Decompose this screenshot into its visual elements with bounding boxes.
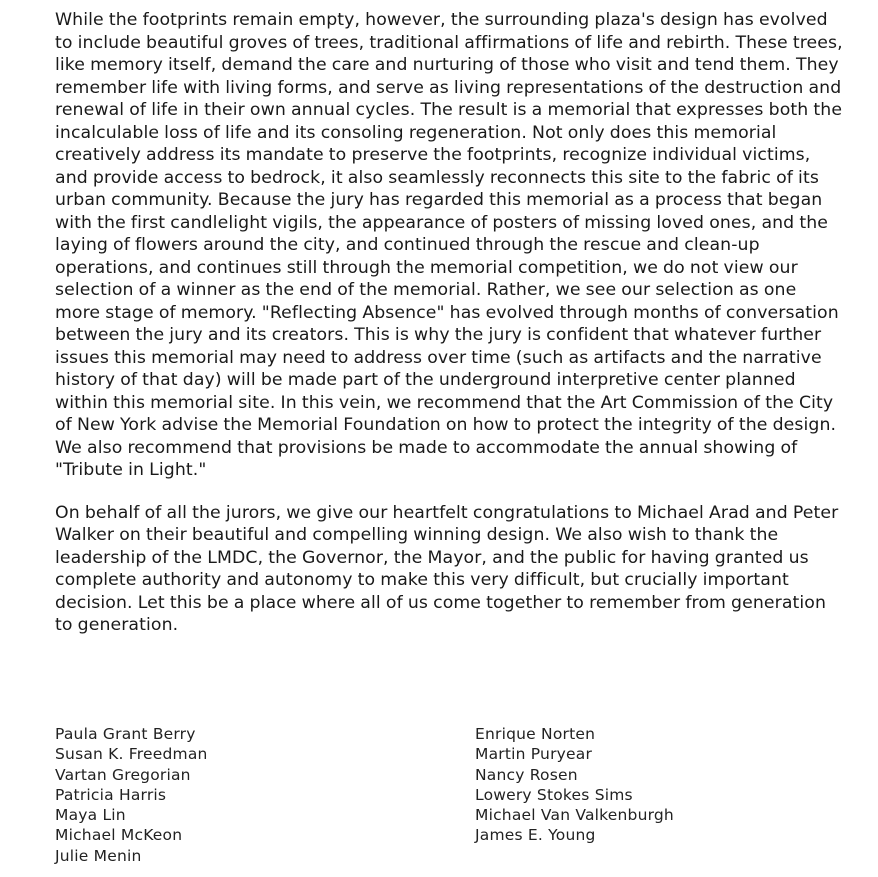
juror-name: Nancy Rosen <box>475 765 578 784</box>
juror-name: Vartan Gregorian <box>55 765 191 784</box>
juror-name: Paula Grant Berry <box>55 725 196 743</box>
juror-name: Patricia Harris <box>55 785 167 804</box>
juror-name: James E. Young <box>475 826 596 845</box>
juror-name: Maya Lin <box>55 806 126 825</box>
juror-name: Michael Van Valkenburgh <box>475 806 674 825</box>
paragraph-congratulations: On behalf of all the jurors, we give our heartfelt congratulations to Michael Arad and Peter Walker on their beautiful and compelling winning design. We also wish to thank the leadership of the LMDC, the Governor, the Mayor, and the public for having granted us complete authority and autonomy to make this very difficult, but crucially important decision. Let this be a place where all of us come together to remember from generation to generation. <box>55 502 839 635</box>
document-body <box>55 9 845 637</box>
juror-name: Enrique Norten <box>475 725 596 743</box>
juror-list-left <box>55 724 208 866</box>
paragraph-jury-statement: While the footprints remain empty, however, the surrounding plaza's design has evolved to include beautiful groves of trees, traditional affirmations of life and rebirth. These trees, like memory itself, demand the care and nurturing of those who visit and tend them. They remember life with living forms, and serve as living representations of the destruction and renewal of life in their own annual cycles. The result is a memorial that expresses both the incalculable loss of life and its consoling regeneration. Not only does this memorial creatively address its mandate to preserve the footprints, recognize individual victims, and provide access to bedrock, it also seamlessly reconnects this site to the fabric of its urban community. Because the jury has regarded this memorial as a process that began with the first candlelight vigils, the appearance of posters of missing loved ones, and the laying of flowers around the city, and continued through the rescue and clean-up operations, and continues still through the memorial competition, we do not view our selection of a winner as the end of the memorial. Rather, we see our selection as one more stage of memory. "Reflecting Absence" has evolved through months of conversation between the jury and its creators. This is why the jury is confident that whatever further issues this memorial may need to address over time (such as artifacts and the narrative history of that day) will be made part of the underground interpretive center planned within this memorial site. In this vein, we recommend that the Art Commission of the City of New York advise the Memorial Foundation on how to protect the integrity of the design. We also recommend that provisions be made to accommodate the annual showing of "Tribute in Light." <box>55 10 843 480</box>
juror-name: Martin Puryear <box>475 745 593 764</box>
juror-name: Lowery Stokes Sims <box>475 785 633 804</box>
juror-signatures <box>55 724 845 869</box>
juror-name: Julie Menin <box>55 846 142 865</box>
juror-name: Susan K. Freedman <box>55 745 208 764</box>
juror-name: Michael McKeon <box>55 826 183 845</box>
juror-list-right <box>475 724 674 846</box>
